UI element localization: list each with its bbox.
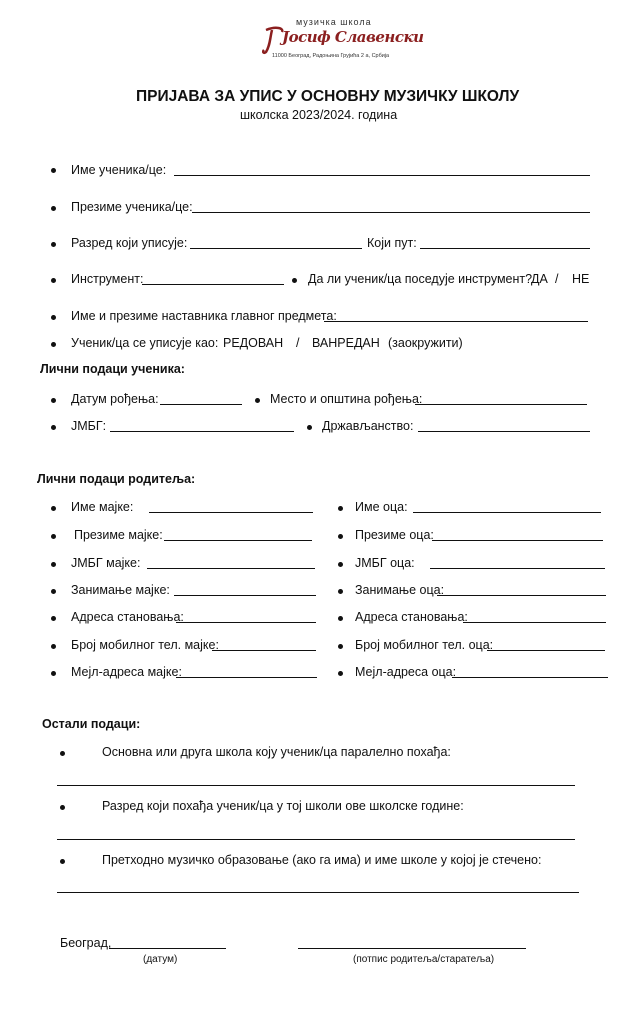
music-education-field[interactable] [57, 892, 579, 893]
student-last-name-field[interactable] [192, 212, 590, 213]
date-field[interactable] [109, 948, 226, 949]
jmbg-label: ЈМБГ: [71, 419, 107, 433]
instrument-field[interactable] [142, 284, 284, 285]
father-phone-label: Број мобилног тел. оца: [355, 638, 494, 652]
parallel-grade-label: Разред који похађа ученик/ца у тој школи ове школске године: [102, 799, 464, 813]
mother-email-field[interactable] [176, 677, 317, 678]
music-education-label: Претходно музичко образовање (ако га има) и име школе у којој је стечено: [102, 853, 542, 867]
city-label: Београд, [60, 936, 112, 950]
grade-label: Разред који уписује: [71, 236, 188, 250]
bullet [338, 671, 343, 676]
bullet [292, 278, 297, 283]
bullet [51, 398, 56, 403]
bullet [338, 616, 343, 621]
father-address-label: Адреса становања: [355, 610, 468, 624]
parallel-grade-field[interactable] [57, 839, 575, 840]
bullet [51, 506, 56, 511]
father-address-field[interactable] [463, 622, 606, 623]
bullet [51, 425, 56, 430]
bullet [51, 242, 56, 247]
mother-address-label: Адреса становања: [71, 610, 184, 624]
mother-jmbg-label: ЈМБГ мајке: [71, 556, 141, 570]
logo-script-name: Јосиф Славенски [282, 28, 424, 46]
mother-name-field[interactable] [149, 512, 313, 513]
logo-address: 11000 Београд, Радоњина Грујића 2 а, Србија [272, 53, 390, 59]
bullet [338, 534, 343, 539]
bullet [51, 206, 56, 211]
bullet [51, 589, 56, 594]
student-first-name-label: Име ученика/це: [71, 163, 167, 177]
mother-phone-field[interactable] [212, 650, 316, 651]
bullet [338, 506, 343, 511]
which-time-field[interactable] [420, 248, 590, 249]
bullet [51, 534, 56, 539]
parents-personal-header: Лични подаци родитеља: [37, 472, 196, 486]
mother-surname-field[interactable] [164, 540, 312, 541]
instrument-label: Инструмент: [71, 272, 144, 286]
circle-note: (заокружити) [388, 336, 463, 350]
father-phone-field[interactable] [487, 650, 605, 651]
enrolls-extraordinary-option[interactable]: ВАНРЕДАН [312, 336, 380, 350]
bullet [51, 562, 56, 567]
enrolls-as-label: Ученик/ца се уписује као: [71, 336, 219, 350]
page-subtitle: школска 2023/2024. година [240, 108, 398, 122]
which-time-label: Који пут: [367, 236, 417, 250]
mother-email-label: Мејл-адреса мајке: [71, 665, 182, 679]
date-caption: (датум) [143, 954, 178, 965]
birth-place-label: Место и општина рођења: [270, 392, 423, 406]
father-email-field[interactable] [452, 677, 608, 678]
bullet [60, 805, 65, 810]
mother-occupation-label: Занимање мајке: [71, 583, 170, 597]
signature-caption: (потпис родитеља/старатеља) [353, 954, 495, 965]
owns-instrument-yes[interactable]: ДА [531, 272, 548, 286]
student-personal-header: Лични подаци ученика: [40, 362, 185, 376]
parallel-school-field[interactable] [57, 785, 575, 786]
bullet [51, 168, 56, 173]
mother-surname-label: Презиме мајке: [74, 528, 163, 542]
citizenship-field[interactable] [418, 431, 590, 432]
birth-place-field[interactable] [415, 404, 587, 405]
owns-instrument-slash: / [555, 272, 559, 286]
father-jmbg-label: ЈМБГ оца: [355, 556, 415, 570]
father-occupation-label: Занимање оца: [355, 583, 445, 597]
bullet [51, 644, 56, 649]
mother-jmbg-field[interactable] [147, 568, 315, 569]
birth-date-field[interactable] [160, 404, 242, 405]
father-surname-field[interactable] [432, 540, 603, 541]
owns-instrument-no[interactable]: НЕ [572, 272, 590, 286]
father-surname-label: Презиме оца: [355, 528, 434, 542]
bullet [60, 751, 65, 756]
father-name-field[interactable] [413, 512, 601, 513]
bullet [338, 562, 343, 567]
mother-address-field[interactable] [176, 622, 316, 623]
bullet [338, 589, 343, 594]
bullet [307, 425, 312, 430]
bullet [60, 859, 65, 864]
mother-occupation-field[interactable] [174, 595, 316, 596]
teacher-field[interactable] [324, 321, 588, 322]
father-jmbg-field[interactable] [430, 568, 605, 569]
bullet [255, 398, 260, 403]
father-name-label: Име оца: [355, 500, 408, 514]
owns-instrument-label: Да ли ученик/ца поседује инструмент? [308, 272, 533, 286]
bullet [51, 315, 56, 320]
student-last-name-label: Презиме ученика/це: [71, 200, 193, 214]
teacher-label: Име и презиме наставника главног предмета: [71, 309, 337, 323]
enrolls-regular-option[interactable]: РЕДОВАН [223, 336, 284, 350]
bullet [51, 671, 56, 676]
bullet [51, 278, 56, 283]
birth-date-label: Датум рођења: [71, 392, 159, 406]
student-first-name-field[interactable] [174, 175, 590, 176]
father-occupation-field[interactable] [437, 595, 606, 596]
other-data-header: Остали подаци: [42, 717, 141, 731]
enrolls-slash: / [296, 336, 300, 350]
mother-name-label: Име мајке: [71, 500, 134, 514]
citizenship-label: Држављанство: [322, 419, 414, 433]
bullet [51, 616, 56, 621]
mother-phone-label: Број мобилног тел. мајке: [71, 638, 219, 652]
page-title: ПРИЈАВА ЗА УПИС У ОСНОВНУ МУЗИЧКУ ШКОЛУ [136, 88, 520, 105]
jmbg-field[interactable] [110, 431, 294, 432]
bullet [51, 342, 56, 347]
father-email-label: Мејл-адреса оца: [355, 665, 457, 679]
grade-field[interactable] [190, 248, 362, 249]
bullet [338, 644, 343, 649]
signature-field[interactable] [298, 948, 526, 949]
logo-top-text: музичка школа [296, 17, 372, 27]
parallel-school-label: Основна или друга школа коју ученик/ца паралелно похађа: [102, 745, 451, 759]
